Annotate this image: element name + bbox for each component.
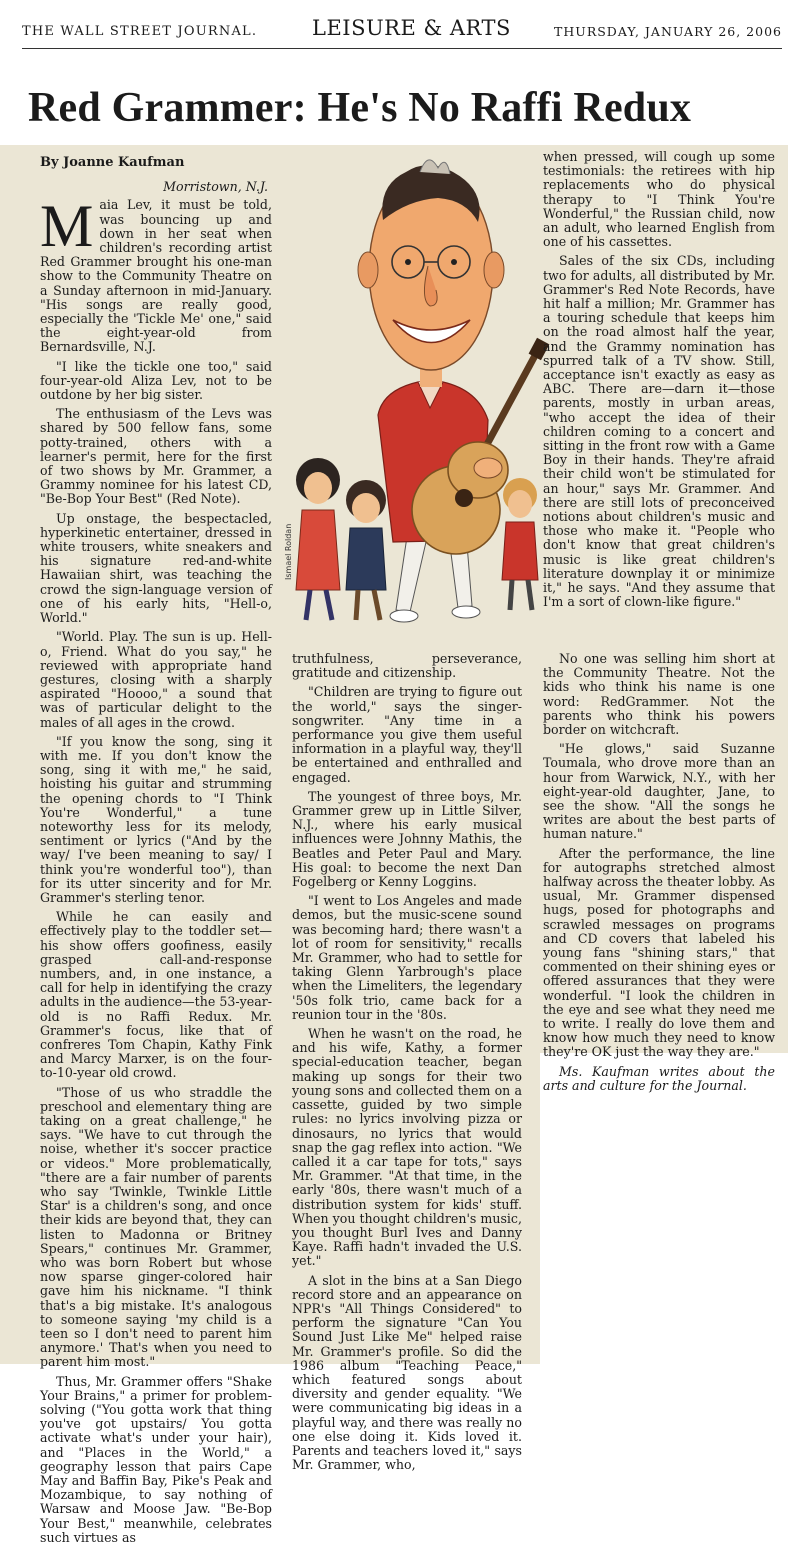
paragraph: The enthusiasm of the Levs was shared by 500 fellow fans, some potty-trained, others with a learner's permit, here for the first of two shows by Mr. Grammer, a Grammy nominee for his latest CD, "Be-Bop Your Best" (Red Note). <box>40 406 272 507</box>
article-column-3 <box>543 149 775 610</box>
paragraph: Up onstage, the bespectacled, hyperkinetic entertainer, dressed in white trousers, white sneakers and his signature red-and-white Hawaiian shirt, was teaching the crowd the sign-language version of one of his early hits, "Hell-o, World." <box>40 510 272 626</box>
child-girl-left <box>296 458 340 620</box>
headline: Red Grammer: He's No Raffi Redux <box>28 85 692 131</box>
paragraph: "He glows," said Suzanne Toumala, who drove more than an hour from Warwick, N.Y., with her eight-year-old daughter, Jane, to see the show. "All the songs he writes are about the best parts of human nature." <box>543 741 775 842</box>
paragraph: After the performance, the line for autographs stretched almost halfway across the theater lobby. As usual, Mr. Grammer dispensed hugs, posed for photographs and scrawled messages on programs and CD covers that labeled his young fans "shining stars," that commented on their shining eyes or offered assurances that they were wonderful. "I look the children in the eye and see what they need me to write. I really do love them and know how much they need to know they're OK just the way they are." <box>543 845 775 1060</box>
author-note: Ms. Kaufman writes about the arts and culture for the Journal. <box>543 1063 775 1093</box>
paragraph: when pressed, will cough up some testimonials: the retirees with hip replacements who do physical therapy to "I Think You're Wonderful," the Russian child, now an adult, who learned English from one of his cassettes. <box>543 149 775 250</box>
paragraph: Sales of the six CDs, including two for adults, all distributed by Mr. Grammer's Red Note Records, have hit half a million; Mr. Grammer has a touring schedule that keeps him on the road almost half the year, and the Grammy nomination has spurred talk of a TV show. Still, acceptance isn't exactly as easy as ABC. There are—darn it—those parents, mostly in urban areas, "who accept the idea of their children coming to a concert and sitting in the front row with a Game Boy in their hands. They're afraid their child won't be stimulated for an hour," says Mr. Grammer. And there are still lots of preconceived notions about children's music and those who make it. "People who don't know that great children's music is like great children's literature downplay it or minimize it," he says. "And they assume that I'm a sort of clown-like figure." <box>543 253 775 610</box>
byline: By Joanne Kaufman <box>40 155 185 170</box>
paragraph: "I like the tickle one too," said four-year-old Aliza Lev, not to be outdone by her big sister. <box>40 358 272 403</box>
paragraph: truthfulness, perseverance, gratitude and citizenship. <box>292 651 522 681</box>
article-column-2 <box>292 651 522 1473</box>
paragraph: "Children are trying to figure out the world," says the singer-songwriter. "Any time in a performance you give them useful information in a playful way, they'll be entertained and enthralled and engaged. <box>292 684 522 785</box>
paragraph: "World. Play. The sun is up. Hell-o, Friend. What do you say," he reviewed with appropriate hand gestures, closing with a sharply aspirated "Hoooo," a sound that was of particular delight to the males of all ages in the crowd. <box>40 629 272 730</box>
paragraph: "If you know the song, sing it with me. If you don't know the song, sing it with me," he said, hoisting his guitar and strumming the opening chords to "I Think You're Wonderful," a tune noteworthy less for its melody, sentiment or lyrics ("And by the way/ I've been meaning to say/ I think you're wonderful too"), than for its utter sincerity and for Mr. Grammer's sterling tenor. <box>40 733 272 905</box>
article-column-3-lower <box>543 651 775 1093</box>
masthead <box>22 14 782 49</box>
paragraph: A slot in the bins at a San Diego record store and an appearance on NPR's "All Things Considered" to perform the signature "Can You Sound Just Like Me" helped raise Mr. Grammer's profile. So did the 1986 album "Teaching Peace," which featured songs about diversity and gender equality. "We were communicating big ideas in a playful way, and there was really no one else doing it. Kids loved it. Parents and teachers loved it," says Mr. Grammer, who, <box>292 1272 522 1473</box>
paragraph: No one was selling him short at the Community Theatre. Not the kids who think his name is one word: RedGrammer. Not the parents who think his powers border on witchcraft. <box>543 651 775 738</box>
paragraph: Maia Lev, it must be told, was bouncing up and down in her seat when children's recording artist Red Grammer brought his one-man show to the Community Theatre on a Sunday afternoon in mid-January. "His songs are really good, especially the 'Tickle Me' one," said the eight-year-old from Bernardsville, N.J. <box>40 193 272 355</box>
section-title: LEISURE & ARTS <box>312 16 511 40</box>
illustration-credit: Ismael Roldan <box>284 523 293 580</box>
child-boy-left <box>346 480 386 620</box>
paragraph: "Those of us who straddle the preschool and elementary thing are taking on a great challenge," he says. "We have to cut through the noise, whether it's soccer practice or videos." More problematically, "there are a fair number of parents who say 'Twinkle, Twinkle Little Star' is a children's song, and once their kids are beyond that, they can listen to Madonna or Britney Spears," continues Mr. Grammer, who was born Robert but whose now sparse ginger-colored hair gave him his nickname. "I think that's a big mistake. It's analogous to someone saying 'my child is a teen so I don't need to parent him anymore.' That's when you need to parent him most." <box>40 1084 272 1370</box>
dateline: Morristown, N.J. <box>163 179 268 195</box>
newspaper-name: THE WALL STREET JOURNAL. <box>22 24 258 39</box>
paragraph: Thus, Mr. Grammer offers "Shake Your Brains," a primer for problem-solving ("You gotta work that thing you've got upstairs/ You gotta activate what's under your hair), and "Places in the World," a geography lesson that pairs Cape May and Baffin Bay, Pike's Peak and Mozambique, to say nothing of Warsaw and Moose Jaw. "Be-Bop Your Best," meanwhile, celebrates such virtues as <box>40 1373 272 1545</box>
child-boy-right <box>502 478 538 610</box>
caricature-illustration <box>288 150 558 648</box>
paragraph: The youngest of three boys, Mr. Grammer grew up in Little Silver, N.J., where his early musical influences were Johnny Mathis, the Beatles and Peter Paul and Mary. His goal: to become the next Dan Fogelberg or Kenny Loggins. <box>292 788 522 890</box>
paragraph: "I went to Los Angeles and made demos, but the music-scene sound was becoming hard; there wasn't a lot of room for sensitivity," recalls Mr. Grammer, who had to settle for taking Glenn Yarbrough's place when the Limeliters, the legendary '50s folk trio, came back for a reunion tour in the '80s. <box>292 893 522 1022</box>
drop-cap: M <box>40 193 94 260</box>
article-column-1 <box>40 152 272 1545</box>
issue-date: THURSDAY, JANUARY 26, 2006 <box>554 24 782 39</box>
paragraph: When he wasn't on the road, he and his wife, Kathy, a former special-education teacher, began making up songs for their two young sons and collected them on a cassette, guided by two simple rules: no lyrics involving pizza or dinosaurs, no lyrics that would snap the gag reflex into action. "We called it a car tape for tots," says Mr. Grammer. "At that time, in the early '80s, there wasn't much of a distribution system for kids' stuff. When you thought children's music, you thought Burl Ives and Danny Kaye. Raffi hadn't invaded the U.S. yet." <box>292 1026 522 1269</box>
paragraph: While he can easily and effectively play to the toddler set—his show offers goofiness, easily grasped call-and-response numbers, and, in one instance, a call for help in identifying the crazy adults in the audience—the 53-year-old is no Raffi Redux. Mr. Grammer's focus, like that of confreres Tom Chapin, Kathy Fink and Marcy Marxer, is on the four-to-10-year old crowd. <box>40 909 272 1081</box>
